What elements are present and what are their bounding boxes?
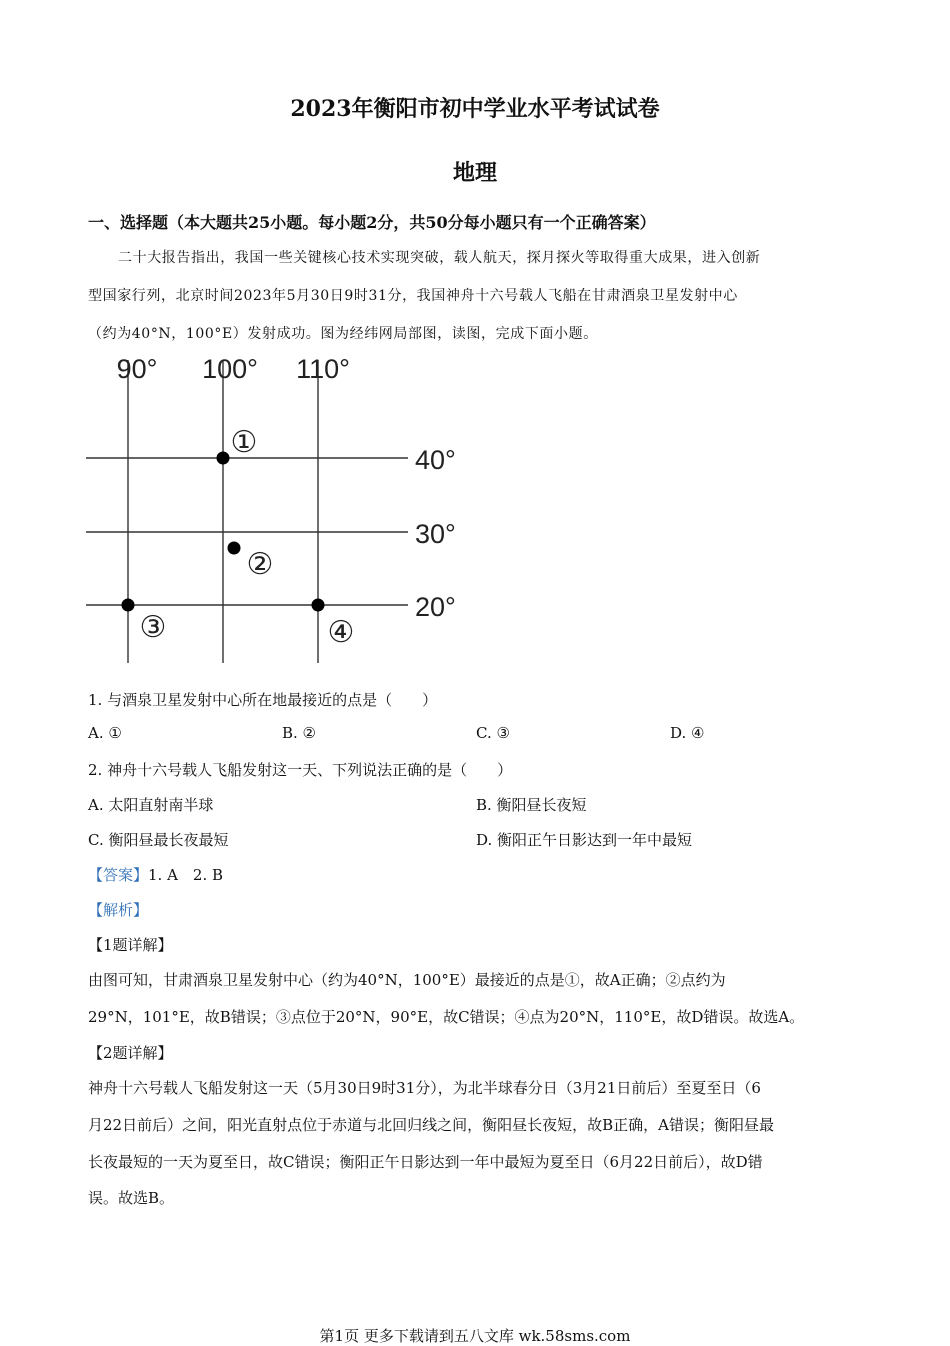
detail-2-heading: 【2题详解】 <box>88 1044 173 1062</box>
answer-text: 1. A 2. B <box>148 866 224 884</box>
q1-option-b: B. ② <box>282 724 317 742</box>
detail-1-line-1: 由图可知，甘肃酒泉卫星发射中心（约为40°N，100°E）最接近的点是①，故A正确；②点约为 <box>88 971 726 989</box>
intro-line-2: 型国家行列，北京时间2023年5月30日9时31分，我国神舟十六号载人飞船在甘肃酒泉卫星发射中心 <box>88 288 738 304</box>
longitude-label-110: 110° <box>296 354 350 384</box>
detail-2-line-1: 神舟十六号载人飞船发射这一天（5月30日9时31分），为北半球春分日（3月21日前后）至夏至日（6 <box>88 1079 761 1097</box>
q1-option-c: C. ③ <box>476 724 510 742</box>
q1-option-a: A. ① <box>88 724 122 742</box>
point-1-dot <box>217 452 230 465</box>
answer-line <box>88 864 223 885</box>
q1-option-d: D. ④ <box>670 724 705 742</box>
point-3-dot <box>122 599 135 612</box>
detail-1-line-2: 29°N，101°E，故B错误；③点位于20°N，90°E，故C错误；④点为20°N，110°E，故D错误。故选A。 <box>88 1008 805 1026</box>
latitude-label-40: 40° <box>415 445 456 475</box>
latitude-label-30: 30° <box>415 519 456 549</box>
question-1-stem: 1. 与酒泉卫星发射中心所在地最接近的点是（ ） <box>88 691 438 709</box>
intro-line-3: （约为40°N，100°E）发射成功。图为经纬网局部图，读图，完成下面小题。 <box>88 326 598 342</box>
question-2-stem: 2. 神舟十六号载人飞船发射这一天、下列说法正确的是（ ） <box>88 761 513 779</box>
page-footer: 第1页 更多下载请到五八文库 wk.58sms.com <box>319 1327 631 1345</box>
intro-line-1: 二十大报告指出，我国一些关键核心技术实现突破，载人航天，探月探火等取得重大成果，进入创新 <box>118 250 761 266</box>
longitude-label-100: 100° <box>202 354 258 384</box>
detail-2-line-4: 误。故选B。 <box>88 1189 175 1207</box>
detail-2-line-3: 长夜最短的一天为夏至日，故C错误；衡阳正午日影达到一年中最短为夏至日（6月22日前后），故D错 <box>88 1153 763 1171</box>
analysis-tag: 【解析】 <box>88 901 149 919</box>
point-2-label: ② <box>246 548 274 581</box>
q2-option-b: B. 衡阳昼长夜短 <box>476 796 587 814</box>
q2-option-d: D. 衡阳正午日影达到一年中最短 <box>476 831 693 849</box>
point-3-label: ③ <box>139 611 167 644</box>
q2-option-c: C. 衡阳昼最长夜最短 <box>88 831 229 849</box>
point-4-label: ④ <box>327 616 355 649</box>
q2-option-a: A. 太阳直射南半球 <box>88 796 214 814</box>
point-1-label: ① <box>230 426 258 459</box>
detail-1-heading: 【1题详解】 <box>88 936 173 954</box>
latitude-label-20: 20° <box>415 592 456 622</box>
point-4-dot <box>312 599 325 612</box>
longitude-label-90: 90° <box>116 354 158 384</box>
lat-long-grid-figure <box>80 345 480 670</box>
page-title: 2023年衡阳市初中学业水平考试试卷 <box>290 96 660 122</box>
point-2-dot <box>228 542 241 555</box>
subject-title: 地理 <box>452 160 497 186</box>
answer-tag: 【答案】 <box>88 866 149 884</box>
detail-2-line-2: 月22日前后）之间，阳光直射点位于赤道与北回归线之间，衡阳昼长夜短，故B正确，A错误；衡阳昼最 <box>88 1116 774 1134</box>
section-heading: 一、选择题（本大题共25小题。每小题2分，共50分每小题只有一个正确答案） <box>88 213 656 232</box>
